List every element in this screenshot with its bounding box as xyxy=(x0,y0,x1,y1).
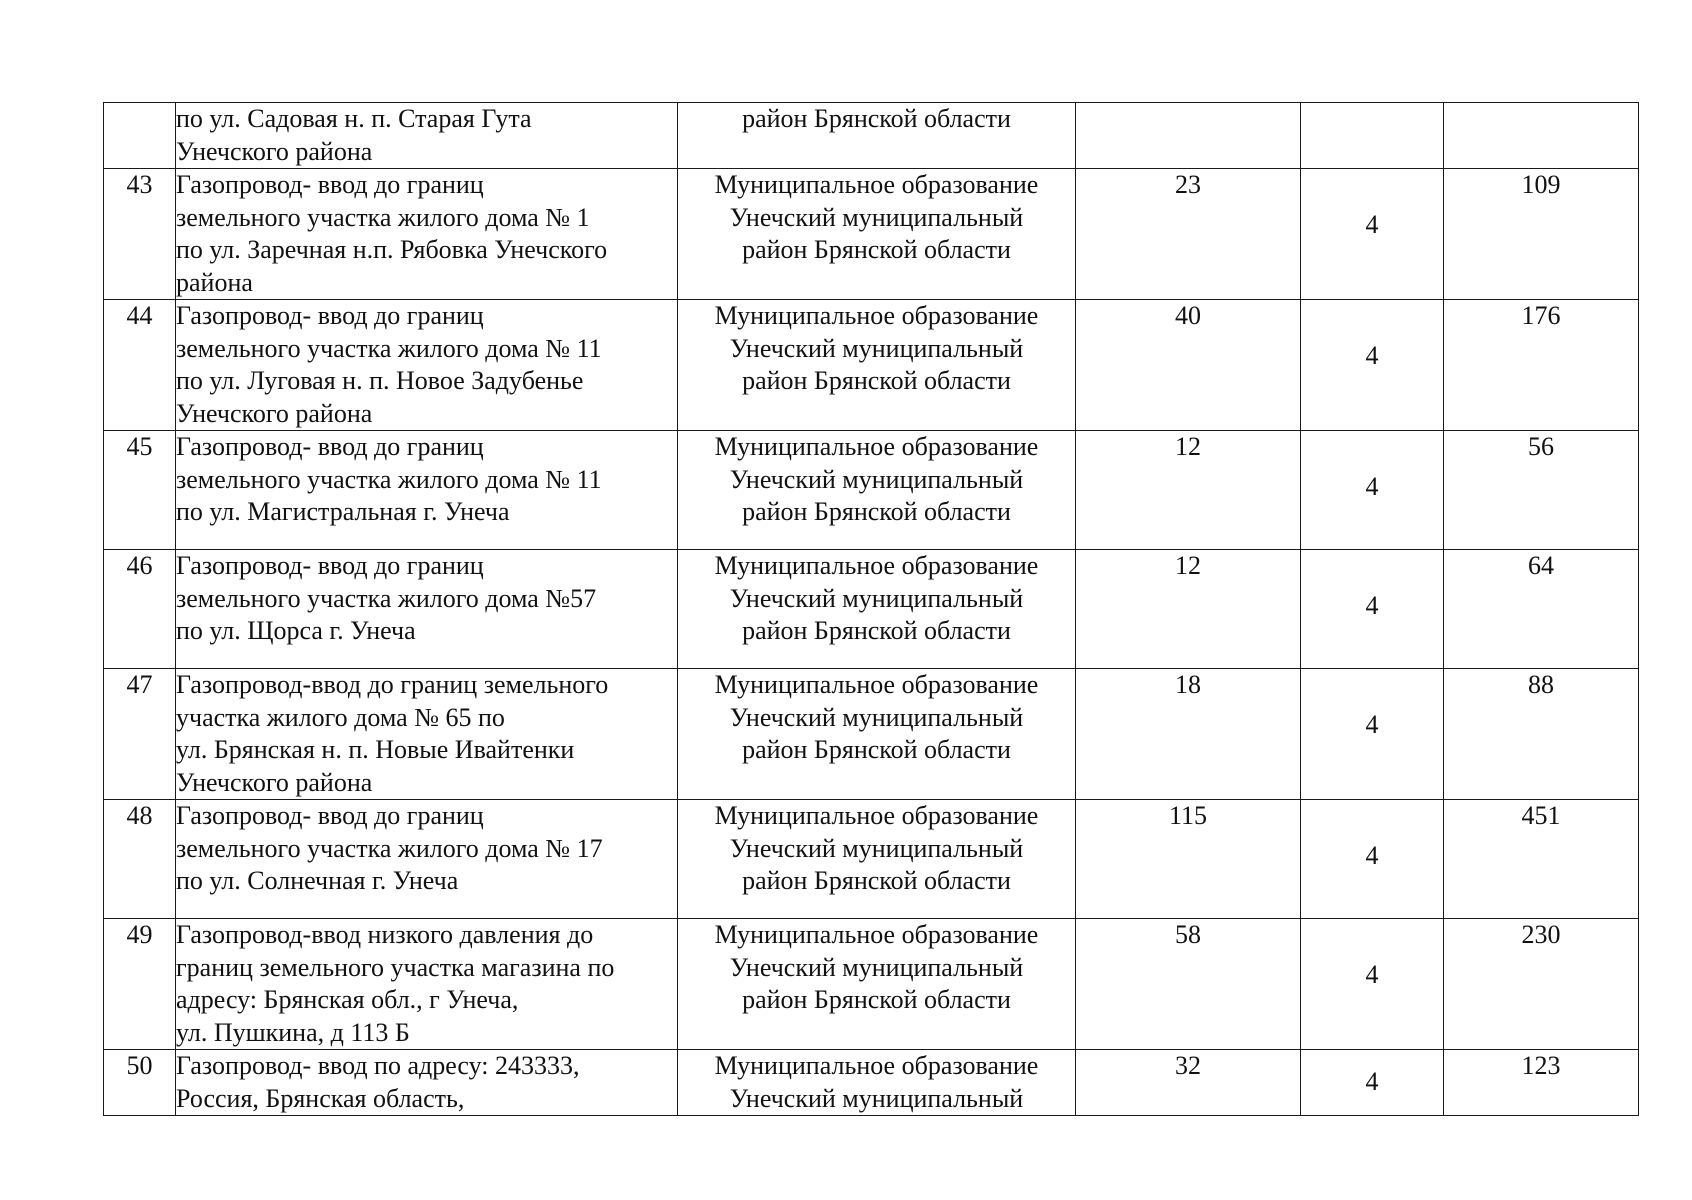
row-number xyxy=(104,103,176,169)
diameter-value: 4 xyxy=(1365,960,1379,989)
owner-line: район Брянской области xyxy=(742,866,1011,895)
owner-line: Унечский муниципальный xyxy=(729,202,1024,232)
owner-cell xyxy=(678,800,1076,919)
diameter-value: 4 xyxy=(1365,841,1379,870)
owner-line: Муниципальное образование xyxy=(714,432,1039,461)
owner-line: район Брянской области xyxy=(742,735,1011,764)
diameter-cell xyxy=(1301,919,1444,1050)
value-cell: 56 xyxy=(1444,431,1639,550)
value-cell: 176 xyxy=(1444,300,1639,431)
object-name-line: земельного участка жилого дома № 11 xyxy=(176,333,602,363)
owner-cell xyxy=(678,169,1076,300)
object-name-line: Газопровод-ввод низкого давления до xyxy=(176,920,594,949)
table-row xyxy=(104,669,1639,800)
diameter-value xyxy=(1301,103,1443,143)
owner-cell xyxy=(678,1050,1076,1116)
row-number: 44 xyxy=(104,300,176,431)
owner-line: Муниципальное образование xyxy=(714,551,1039,580)
length-cell xyxy=(1076,103,1301,169)
diameter-value: 4 xyxy=(1365,1067,1379,1096)
length-cell: 32 xyxy=(1076,1050,1301,1116)
object-name-line: Унечского района xyxy=(176,398,373,428)
length-cell: 40 xyxy=(1076,300,1301,431)
diameter-cell xyxy=(1301,300,1444,431)
object-name-cell xyxy=(176,300,678,431)
row-number: 46 xyxy=(104,550,176,669)
object-name-line: Россия, Брянская область, xyxy=(176,1083,465,1113)
object-name-line: границ земельного участка магазина по xyxy=(176,952,615,982)
value-cell: 88 xyxy=(1444,669,1639,800)
object-name-cell xyxy=(176,1050,678,1116)
owner-cell xyxy=(678,550,1076,669)
table-row xyxy=(104,550,1639,669)
owner-line: Унечский муниципальный xyxy=(729,952,1024,982)
object-name-line: по ул. Магистральная г. Унеча xyxy=(176,497,510,526)
owner-line: Муниципальное образование xyxy=(714,670,1039,699)
table-row xyxy=(104,431,1639,550)
diameter-value: 4 xyxy=(1365,472,1379,501)
object-name-cell xyxy=(176,169,678,300)
owner-line: Унечский муниципальный xyxy=(729,833,1024,863)
diameter-cell xyxy=(1301,800,1444,919)
row-number: 43 xyxy=(104,169,176,300)
owner-line: Унечский муниципальный xyxy=(729,583,1024,613)
object-name-cell xyxy=(176,919,678,1050)
value-cell xyxy=(1444,103,1639,169)
owner-line: район Брянской области xyxy=(742,616,1011,645)
object-name-line: участка жилого дома № 65 по xyxy=(176,702,505,732)
table-row xyxy=(104,800,1639,919)
diameter-value: 4 xyxy=(1365,210,1379,239)
object-name-line: Газопровод- ввод до границ xyxy=(176,432,484,461)
diameter-cell xyxy=(1301,169,1444,300)
value-cell: 451 xyxy=(1444,800,1639,919)
object-name-line: Газопровод- ввод до границ xyxy=(176,551,484,580)
owner-cell xyxy=(678,300,1076,431)
owner-line: район Брянской области xyxy=(742,366,1011,395)
table-row xyxy=(104,1050,1639,1116)
object-name-cell xyxy=(176,103,678,169)
gas-pipeline-register-table xyxy=(103,102,1639,1116)
table-row xyxy=(104,919,1639,1050)
object-name-line: Унечского района xyxy=(176,136,373,166)
object-name-line: Газопровод- ввод по адресу: 243333, xyxy=(176,1051,580,1080)
length-cell: 115 xyxy=(1076,800,1301,919)
owner-line: Муниципальное образование xyxy=(714,170,1039,199)
object-name-cell xyxy=(176,669,678,800)
object-name-line: Газопровод-ввод до границ земельного xyxy=(176,670,609,699)
row-number: 45 xyxy=(104,431,176,550)
row-number: 50 xyxy=(104,1050,176,1116)
owner-cell xyxy=(678,669,1076,800)
object-name-cell xyxy=(176,550,678,669)
object-name-line: земельного участка жилого дома № 17 xyxy=(176,833,603,863)
object-name-line: адресу: Брянская обл., г Унеча, xyxy=(176,985,519,1014)
length-cell: 18 xyxy=(1076,669,1301,800)
row-number: 49 xyxy=(104,919,176,1050)
object-name-line: Унечского района xyxy=(176,767,373,797)
object-name-line: земельного участка жилого дома № 1 xyxy=(176,202,590,232)
object-name-line: ул. Брянская н. п. Новые Ивайтенки xyxy=(176,735,575,764)
owner-line: район Брянской области xyxy=(742,104,1011,133)
object-name-line: Газопровод- ввод до границ xyxy=(176,801,484,830)
value-cell: 109 xyxy=(1444,169,1639,300)
diameter-cell xyxy=(1301,431,1444,550)
table-row xyxy=(104,169,1639,300)
object-name-line: района xyxy=(176,267,253,297)
object-name-line: по ул. Солнечная г. Унеча xyxy=(176,866,459,895)
owner-line: Муниципальное образование xyxy=(714,1051,1039,1080)
object-name-line: земельного участка жилого дома № 11 xyxy=(176,464,602,494)
owner-line: район Брянской области xyxy=(742,235,1011,264)
object-name-cell xyxy=(176,800,678,919)
owner-line: район Брянской области xyxy=(742,985,1011,1014)
value-cell: 123 xyxy=(1444,1050,1639,1116)
diameter-cell xyxy=(1301,550,1444,669)
length-cell: 23 xyxy=(1076,169,1301,300)
owner-line: Муниципальное образование xyxy=(714,920,1039,949)
diameter-value: 4 xyxy=(1365,591,1379,620)
owner-line: район Брянской области xyxy=(742,497,1011,526)
object-name-line: по ул. Садовая н. п. Старая Гута xyxy=(176,104,532,133)
owner-line: Муниципальное образование xyxy=(714,301,1039,330)
length-cell: 12 xyxy=(1076,431,1301,550)
diameter-cell xyxy=(1301,103,1444,169)
owner-cell xyxy=(678,919,1076,1050)
owner-cell xyxy=(678,431,1076,550)
diameter-cell xyxy=(1301,1050,1444,1116)
owner-line: Муниципальное образование xyxy=(714,801,1039,830)
owner-cell xyxy=(678,103,1076,169)
owner-line: Унечский муниципальный xyxy=(729,464,1024,494)
object-name-line: по ул. Заречная н.п. Рябовка Унечского xyxy=(176,235,608,264)
diameter-value: 4 xyxy=(1365,341,1379,370)
table-row xyxy=(104,300,1639,431)
owner-line: Унечский муниципальный xyxy=(729,333,1024,363)
value-cell: 64 xyxy=(1444,550,1639,669)
length-cell: 12 xyxy=(1076,550,1301,669)
owner-line: Унечский муниципальный xyxy=(729,702,1024,732)
object-name-line: Газопровод- ввод до границ xyxy=(176,170,484,199)
object-name-line: земельного участка жилого дома №57 xyxy=(176,583,597,613)
row-number: 47 xyxy=(104,669,176,800)
diameter-cell xyxy=(1301,669,1444,800)
owner-line: Унечский муниципальный xyxy=(729,1083,1024,1113)
object-name-cell xyxy=(176,431,678,550)
table-row xyxy=(104,103,1639,169)
object-name-line: ул. Пушкина, д 113 Б xyxy=(176,1017,410,1047)
length-cell: 58 xyxy=(1076,919,1301,1050)
object-name-line: Газопровод- ввод до границ xyxy=(176,301,484,330)
row-number: 48 xyxy=(104,800,176,919)
diameter-value: 4 xyxy=(1365,710,1379,739)
object-name-line: по ул. Щорса г. Унеча xyxy=(176,616,416,645)
value-cell: 230 xyxy=(1444,919,1639,1050)
object-name-line: по ул. Луговая н. п. Новое Задубенье xyxy=(176,366,584,395)
